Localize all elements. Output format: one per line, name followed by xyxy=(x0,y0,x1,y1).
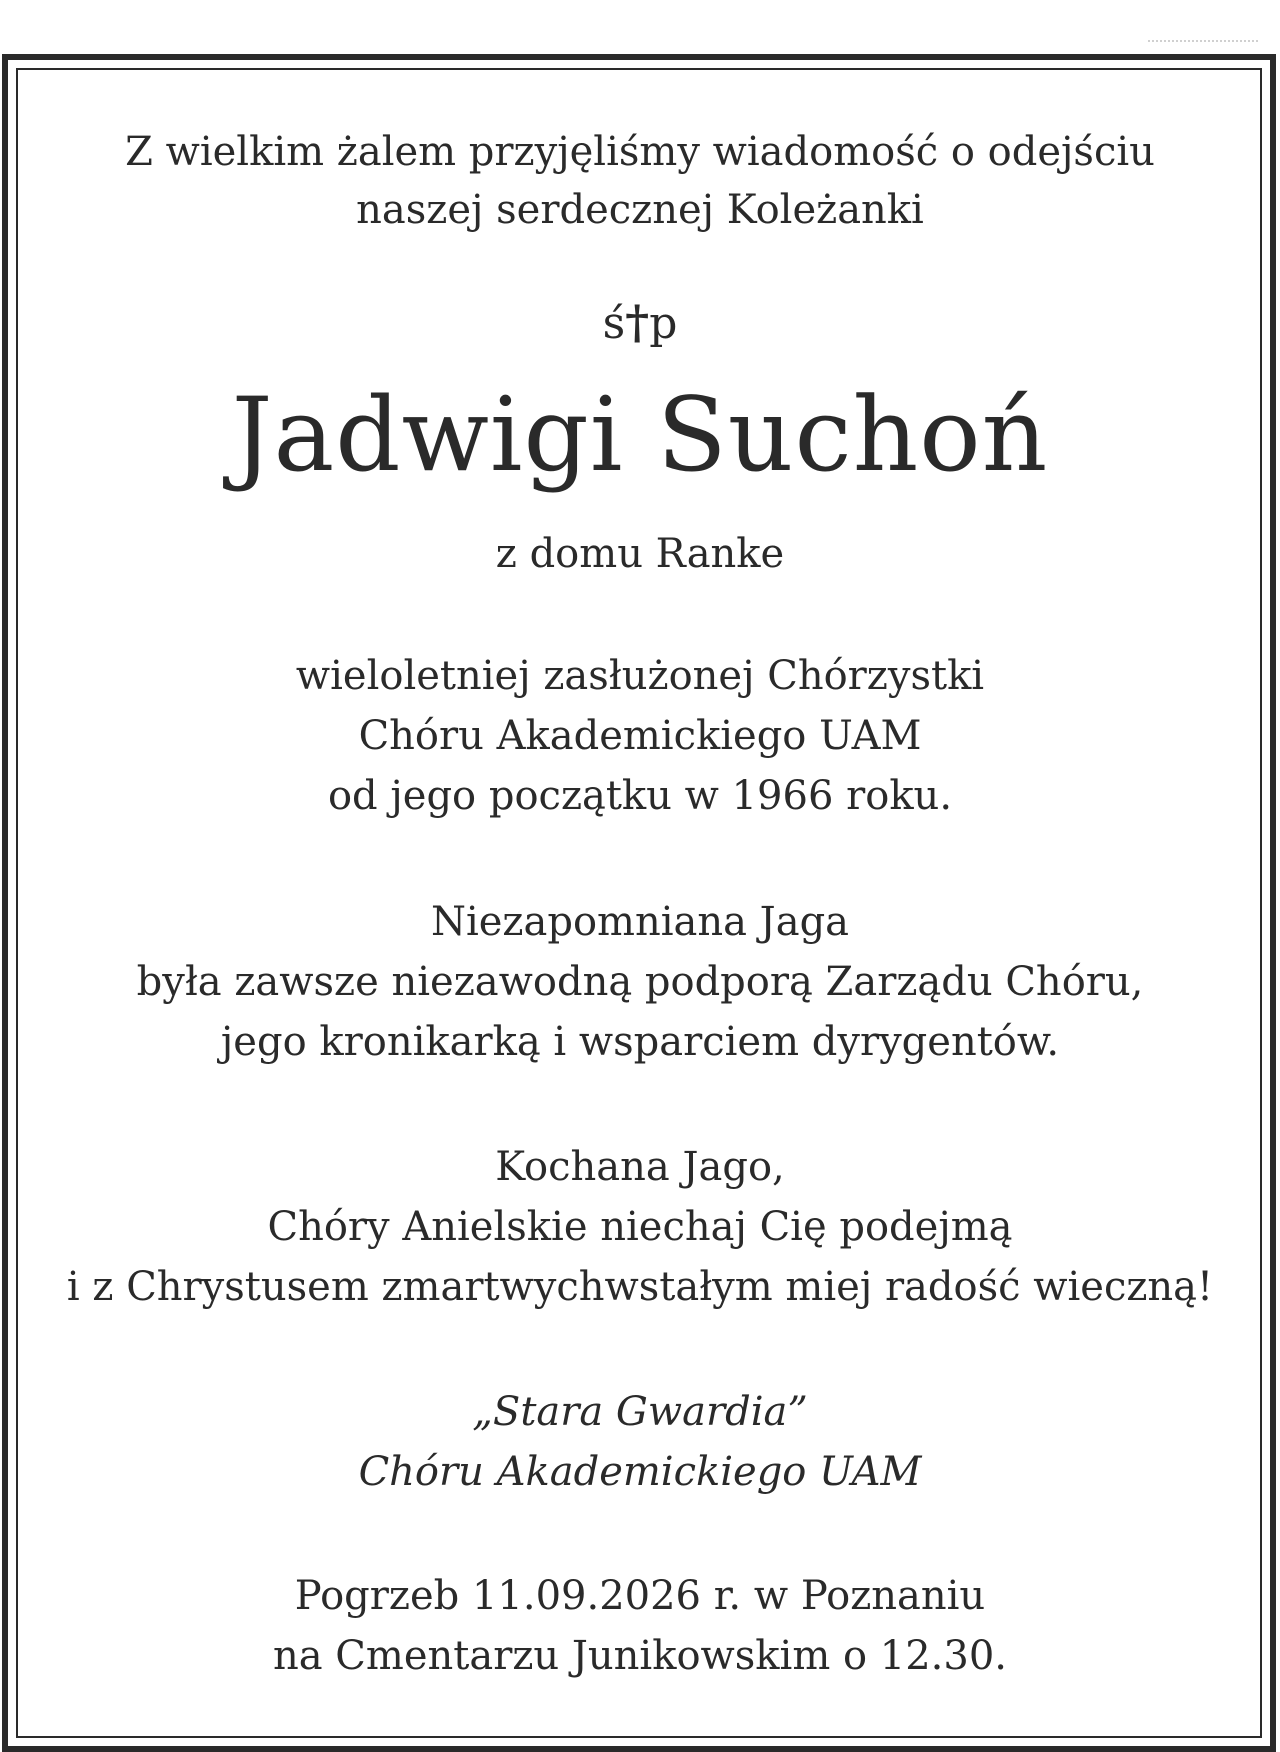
farewell-line-1: Kochana Jago, xyxy=(495,1144,785,1190)
stp-prefix: ś xyxy=(602,298,626,349)
intro-line-2: naszej serdecznej Koleżanki xyxy=(356,187,924,233)
description-line-2: Chóru Akademickiego UAM xyxy=(358,713,922,759)
farewell-line-2: Chóry Anielskie niechaj Cię podejmą xyxy=(267,1204,1013,1250)
stp-suffix: p xyxy=(649,298,678,349)
tribute-line-2: była zawsze niezawodną podporą Zarządu Chóru, xyxy=(136,959,1144,1005)
deceased-name: Jadwigi Suchoń xyxy=(231,376,1049,495)
description-line-3: od jego początku w 1966 roku. xyxy=(327,773,953,819)
description-line-1: wieloletniej zasłużonej Chórzystki xyxy=(295,653,985,699)
tribute-line-3: jego kronikarką i wsparciem dyrygentów. xyxy=(220,1019,1060,1065)
intro-line-1: Z wielkim żalem przyjęliśmy wiadomość o odejściu xyxy=(125,129,1155,175)
funeral-line-1: Pogrzeb 11.09.2026 r. w Poznaniu xyxy=(294,1573,986,1619)
stp-abbreviation xyxy=(0,296,1280,350)
cross-icon: † xyxy=(625,295,650,349)
funeral-line-2: na Cmentarzu Junikowskim o 12.30. xyxy=(272,1633,1008,1679)
signature-line-2: Chóru Akademickiego UAM xyxy=(358,1449,922,1495)
farewell-line-3: i z Chrystusem zmartwychwstałym miej radość wieczną! xyxy=(66,1264,1214,1310)
tribute-line-1: Niezapomniana Jaga xyxy=(430,899,850,945)
maiden-name: z domu Ranke xyxy=(495,531,785,577)
signature-line-1: „Stara Gwardia” xyxy=(472,1389,808,1435)
